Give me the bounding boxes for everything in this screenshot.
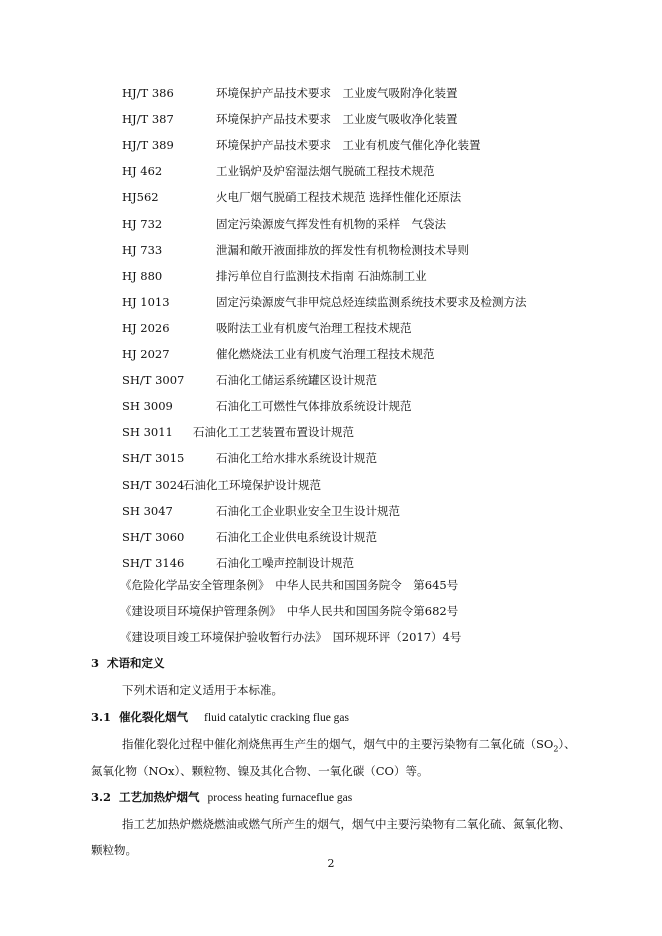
reference-code: HJ/T 387 bbox=[122, 112, 174, 127]
reference-title: 石油化工企业职业安全卫生设计规范 bbox=[216, 503, 400, 518]
reference-code: HJ/T 389 bbox=[122, 138, 174, 153]
reference-code: HJ 2026 bbox=[122, 320, 170, 335]
reference-code: SH 3011 bbox=[122, 425, 173, 440]
reference-title: 石油化工企业供电系统设计规范 bbox=[216, 529, 377, 544]
page-number: 2 bbox=[327, 857, 335, 870]
reference-row bbox=[0, 396, 662, 416]
regulation-line: 《危险化学品安全管理条例》 中华人民共和国国务院令 第645号 bbox=[120, 578, 459, 592]
reference-code: SH/T 3007 bbox=[122, 373, 185, 388]
definition-line: 氮氧化物（NOx）、颗粒物、镍及其化合物、一氧化碳（CO）等。 bbox=[91, 764, 429, 778]
reference-row bbox=[0, 109, 662, 129]
reference-title: 工业锅炉及炉窑湿法烟气脱硫工程技术规范 bbox=[216, 164, 435, 179]
term-cn: 催化裂化烟气 bbox=[119, 710, 189, 724]
reference-code: HJ/T 386 bbox=[122, 86, 174, 100]
reference-code: HJ 733 bbox=[122, 242, 163, 257]
reference-row bbox=[0, 527, 662, 547]
reference-code: SH/T 3146 bbox=[122, 555, 185, 570]
reference-title: 石油化工噪声控制设计规范 bbox=[216, 555, 354, 570]
reference-code: HJ 880 bbox=[122, 268, 163, 283]
reference-title: 环境保护产品技术要求 工业有机废气催化净化装置 bbox=[216, 138, 481, 153]
reference-row bbox=[0, 370, 662, 390]
reference-title: 固定污染源废气挥发性有机物的采样 气袋法 bbox=[216, 216, 446, 231]
term-cn: 工艺加热炉烟气 bbox=[119, 790, 200, 804]
reference-title: 环境保护产品技术要求 工业废气吸收净化装置 bbox=[216, 112, 458, 127]
reference-row bbox=[0, 448, 662, 468]
definition-line: 指工艺加热炉燃烧燃油或燃气所产生的烟气，烟气中主要污染物有二氧化硫、氮氧化物、 bbox=[122, 817, 571, 831]
section-number: 3 bbox=[91, 656, 100, 670]
reference-title: 石油化工给水排水系统设计规范 bbox=[216, 451, 377, 466]
reference-row bbox=[0, 422, 662, 442]
reference-row bbox=[0, 187, 662, 207]
reference-row bbox=[0, 475, 662, 495]
reference-row bbox=[0, 240, 662, 260]
reference-row bbox=[0, 266, 662, 286]
regulation-line: 《建设项目竣工环境保护验收暂行办法》 国环规环评（2017）4号 bbox=[120, 630, 462, 644]
term-number: 3.2 bbox=[91, 790, 112, 804]
reference-row bbox=[0, 161, 662, 181]
section-title: 术语和定义 bbox=[107, 656, 165, 670]
reference-row bbox=[0, 344, 662, 364]
reference-code: HJ 2027 bbox=[122, 347, 170, 361]
definition-line: 指催化裂化过程中催化剂烧焦再生产生的烟气，烟气中的主要污染物有二氧化硫$(SO_2)$、 bbox=[122, 737, 576, 754]
reference-title: 吸附法工业有机废气治理工程技术规范 bbox=[216, 320, 412, 335]
definition-line: 颗粒物。 bbox=[91, 843, 137, 857]
reference-title: 石油化工工艺装置布置设计规范 bbox=[193, 425, 354, 440]
reference-code: HJ 732 bbox=[122, 216, 163, 231]
reference-title: 石油化工储运系统罐区设计规范 bbox=[216, 373, 377, 388]
reference-code: HJ 462 bbox=[122, 164, 163, 179]
section-intro: 下列术语和定义适用于本标准。 bbox=[122, 683, 283, 697]
reference-title: 泄漏和敞开液面排放的挥发性有机物检测技术导则 bbox=[216, 242, 469, 257]
reference-code: HJ562 bbox=[122, 190, 159, 205]
reference-code: SH/T 3015 bbox=[122, 451, 185, 466]
regulation-line: 《建设项目环境保护管理条例》 中华人民共和国国务院令第682号 bbox=[120, 604, 459, 618]
term-en: process heating furnaceflue gas bbox=[207, 792, 353, 804]
reference-row bbox=[0, 292, 662, 312]
reference-title: 固定污染源废气非甲烷总烃连续监测系统技术要求及检测方法 bbox=[216, 294, 527, 309]
section-heading-3 bbox=[91, 653, 165, 673]
reference-row bbox=[0, 135, 662, 155]
reference-title: 催化燃烧法工业有机废气治理工程技术规范 bbox=[216, 347, 435, 361]
reference-title: 石油化工环境保护设计规范 bbox=[183, 477, 321, 492]
reference-row bbox=[0, 553, 662, 573]
reference-code: SH/T 3060 bbox=[122, 529, 185, 544]
reference-title: 火电厂烟气脱硝工程技术规范 选择性催化还原法 bbox=[216, 190, 462, 205]
term-number: 3.1 bbox=[91, 710, 112, 724]
reference-code: SH/T 3024 bbox=[122, 477, 185, 492]
reference-row bbox=[0, 501, 662, 521]
reference-title: 石油化工可燃性气体排放系统设计规范 bbox=[216, 399, 412, 414]
reference-title: 排污单位自行监测技术指南 石油炼制工业 bbox=[216, 268, 427, 283]
term-heading-3-1 bbox=[91, 707, 349, 728]
reference-row bbox=[0, 83, 662, 103]
reference-code: SH 3047 bbox=[122, 503, 173, 518]
term-heading-3-2 bbox=[91, 787, 352, 808]
reference-code: HJ 1013 bbox=[122, 294, 170, 309]
term-en: fluid catalytic cracking flue gas bbox=[204, 712, 350, 724]
reference-row bbox=[0, 318, 662, 338]
reference-row bbox=[0, 214, 662, 234]
reference-code: SH 3009 bbox=[122, 399, 173, 414]
reference-title: 环境保护产品技术要求 工业废气吸附净化装置 bbox=[216, 86, 458, 100]
